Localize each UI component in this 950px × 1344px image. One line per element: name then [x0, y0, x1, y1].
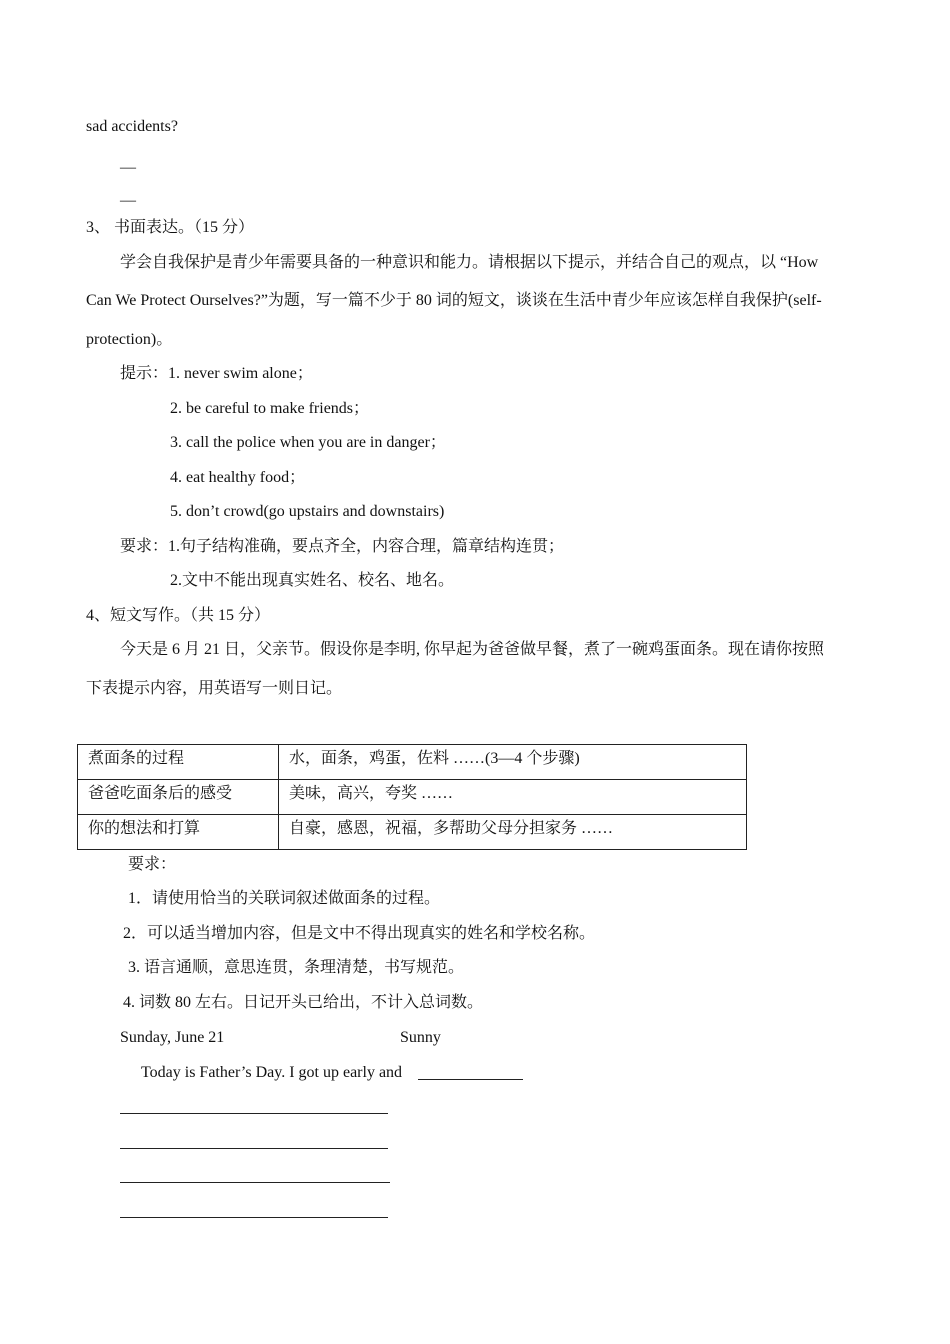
hint-item: 4. eat healthy food； — [170, 469, 306, 486]
requirement-item: 1．请使用恰当的关联词叙述做面条的过程。 — [128, 890, 441, 907]
continued-question-text: sad accidents? — [86, 118, 178, 135]
prompt-table — [77, 744, 747, 850]
answer-dash: — — [120, 159, 136, 176]
section-3-heading: 3、 书面表达。（15 分） — [86, 219, 255, 236]
requirement-item: 4. 词数 80 左右。日记开头已给出，不计入总词数。 — [123, 994, 484, 1011]
section-3-paragraph: protection)。 — [86, 331, 173, 348]
table-cell: 自豪，感恩，祝福，多帮助父母分担家务 …… — [279, 815, 747, 850]
section-4-paragraph: 下表提示内容，用英语写一则日记。 — [86, 680, 343, 697]
writing-line[interactable] — [120, 1148, 388, 1149]
table-cell: 美味，高兴，夸奖 …… — [279, 780, 747, 815]
requirement-item: 2．可以适当增加内容，但是文中不得出现真实的姓名和学校名称。 — [123, 925, 596, 942]
writing-line[interactable] — [120, 1182, 390, 1183]
section-3-paragraph: 学会自我保护是青少年需要具备的一种意识和能力。请根据以下提示，并结合自己的观点，以 “How — [120, 254, 819, 271]
requirement-item: 要求：1.句子结构准确，要点齐全，内容合理，篇章结构连贯； — [120, 538, 565, 555]
table-row — [78, 745, 747, 780]
section-4-heading: 4、短文写作。（共 15 分） — [86, 607, 271, 624]
diary-weather: Sunny — [400, 1029, 441, 1046]
hint-item: 5. don’t crowd(go upstairs and downstairs) — [170, 503, 445, 520]
hint-item: 3. call the police when you are in danger； — [170, 434, 446, 451]
section-3-paragraph: Can We Protect Ourselves?”为题，写一篇不少于 80 词的短文，谈谈在生活中青少年应该怎样自我保护(self- — [86, 292, 822, 309]
requirement-item: 2.文中不能出现真实姓名、校名、地名。 — [170, 572, 455, 589]
diary-date: Sunday, June 21 — [120, 1029, 225, 1046]
requirement-item: 3. 语言通顺，意思连贯，条理清楚，书写规范。 — [128, 959, 465, 976]
table-row — [78, 815, 747, 850]
answer-dash: — — [120, 192, 136, 209]
table-cell: 爸爸吃面条后的感受 — [78, 780, 279, 815]
hint-item: 提示：1. never swim alone； — [120, 365, 313, 382]
table-cell: 煮面条的过程 — [78, 745, 279, 780]
diary-opening: Today is Father’s Day. I got up early and — [141, 1064, 403, 1081]
table-cell: 你的想法和打算 — [78, 815, 279, 850]
writing-line[interactable] — [120, 1113, 388, 1114]
table-row — [78, 780, 747, 815]
writing-line[interactable] — [120, 1217, 388, 1218]
table-cell: 水，面条，鸡蛋，佐料 ……(3—4 个步骤) — [279, 745, 747, 780]
requirement-label: 要求： — [128, 856, 177, 873]
writing-blank[interactable] — [418, 1079, 523, 1080]
section-4-paragraph: 今天是 6 月 21 日，父亲节。假设你是李明, 你早起为爸爸做早餐，煮了一碗鸡蛋面条。现在请你按照 — [120, 641, 825, 658]
hint-item: 2. be careful to make friends； — [170, 400, 370, 417]
